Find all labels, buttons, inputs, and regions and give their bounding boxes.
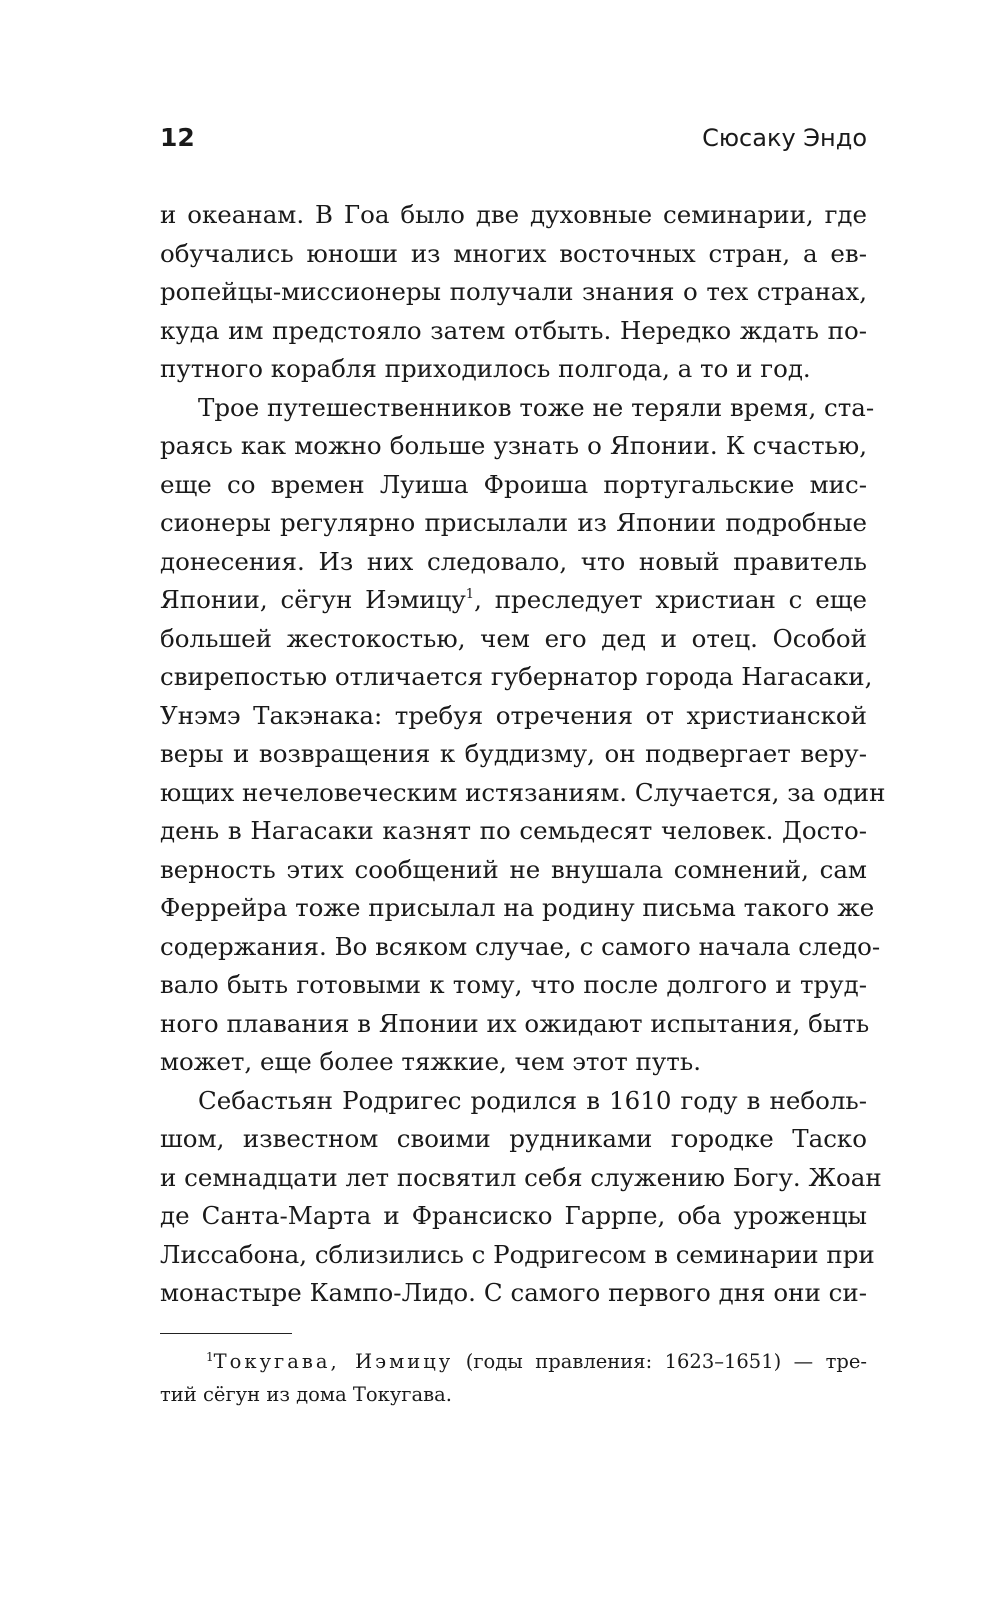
paragraph (160, 196, 867, 389)
page-header (160, 118, 867, 158)
paragraph (160, 389, 886, 1082)
footnote-marker: 1 (206, 1350, 214, 1364)
text-line: вало быть готовыми к тому, что после долгого и труд- (160, 970, 867, 999)
text-line: свирепостью отличается губернатор города Нагасаки, (160, 662, 873, 691)
text-line: веры и возвращения к буддизму, он подвергает веру- (160, 739, 867, 768)
text-line: день в Нагасаки казнят по семьдесят человек. Досто- (160, 816, 867, 845)
text-line: де Санта-Марта и Франсиско Гаррпе, оба уроженцы (160, 1201, 867, 1230)
text-line: донесения. Из них следовало, что новый правитель (160, 546, 867, 576)
footnote-line: тий сёгун из дома Токугава. (160, 1383, 452, 1406)
text-fragment: Японии, сёгун Иэмицу (160, 585, 466, 614)
text-line: еще со времен Луиша Фроиша португальские мис- (160, 469, 867, 499)
text-line: Феррейра тоже присылал на родину письма такого же (160, 893, 875, 922)
text-line: обучались юноши из многих восточных стран, а ев- (160, 238, 867, 268)
footnote-text: (годы правления: 1623–1651) — тре- (453, 1350, 868, 1373)
text-line: монастыре Кампо-Лидо. С самого первого дня они си- (160, 1278, 867, 1307)
text-line: Трое путешественников тоже не теряли время, ста- (198, 392, 875, 422)
text-line: ропейцы-миссионеры получали знания о тех странах, (160, 277, 867, 306)
text-line: содержания. Во всяком случае, с самого начала следо- (160, 931, 881, 961)
footnote-line (160, 1345, 867, 1378)
text-line: ного плавания в Японии их ожидают испытания, быть (160, 1008, 870, 1038)
running-head-author: Сюсаку Эндо (702, 124, 867, 152)
text-line: сионеры регулярно присылали из Японии подробные (160, 508, 867, 537)
text-line: и океанам. В Гоа было две духовные семинарии, где (160, 200, 867, 229)
paragraph (160, 1082, 882, 1313)
text-line: Лиссабона, сблизились с Родригесом в семинарии при (160, 1239, 875, 1269)
text-line: раясь как можно больше узнать о Японии. К счастью, (160, 431, 867, 460)
main-text (160, 196, 886, 1313)
text-line: большей жестокостью, чем его дед и отец. Особой (160, 623, 867, 653)
text-line: верность этих сообщений не внушала сомнений, сам (160, 854, 867, 884)
footnote-separator (160, 1333, 292, 1334)
text-line: и семнадцати лет посвятил себя служению Богу. Жоан (160, 1162, 882, 1192)
text-line: Унэмэ Такэнака: требуя отречения от христианской (160, 700, 867, 730)
text-line: шом, известном своими рудниками городке Таско (160, 1124, 867, 1153)
footnotes (160, 1345, 867, 1411)
page-number: 12 (160, 123, 195, 152)
text-line: Себастьян Родригес родился в 1610 году в неболь- (198, 1085, 867, 1115)
footnote-name: Токугава, Иэмицу (213, 1350, 454, 1373)
text-fragment: , преследует христиан с еще (474, 585, 867, 614)
text-line: путного корабля приходилось полгода, а то и год. (160, 354, 811, 383)
text-line: куда им предстояло затем отбыть. Нередко ждать по- (160, 315, 867, 345)
footnote (160, 1345, 867, 1411)
text-line: ющих нечеловеческим истязаниям. Случается, за один (160, 777, 886, 807)
text-line-with-footnote (160, 581, 867, 620)
footnote-reference[interactable]: 1 (465, 587, 475, 602)
text-line: может, еще более тяжкие, чем этот путь. (160, 1047, 701, 1076)
